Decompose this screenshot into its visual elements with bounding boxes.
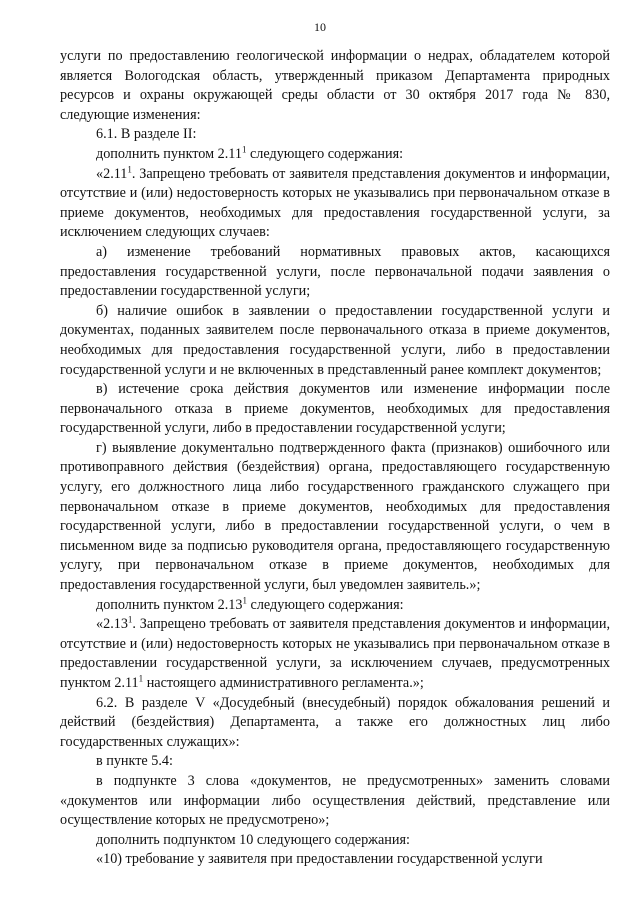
- paragraph-2-13-1-text: [60, 615, 610, 693]
- text: следующего содержания:: [246, 596, 404, 613]
- paragraph-intro: услуги по предоставлению геологической информации о недрах, обладателем которой является Вологодская область, утвержденный приказом Департамента природных ресурсов и охраны окружающей среды области от 30 октября 2017 года № 830, следующие изменения:: [60, 48, 610, 123]
- item-a: а) изменение требований нормативных правовых актов, касающихся предоставления государственной услуги, после первоначальной подачи заявления о предоставлении государственной услуги;: [60, 243, 610, 300]
- item-g: г) выявление документально подтвержденного факта (признаков) ошибочного или противоправного действия (бездействия) органа, предоставляющего государственную услугу, его должностного лица либо государственного гражданского служащего при первоначальном отказе в приеме документов, необходимых для предоставления государственной услуги, либо в предоставлении государственной услуги, о чем в письменном виде за подписью руководителя органа, предоставляющего государственную услугу, при первоначальном отказе в приеме документов, необходимых для предоставления государственной услуги, был уведомлен заявитель.»;: [60, 439, 610, 594]
- text: . Запрещено требовать от заявителя представления документов и информации, отсутствие и (или) недостоверность которых не указывались при первоначальном отказе в предоставлении государственной услуги, за исключением случаев, предусмотренных пунктом 2.11: [60, 616, 610, 691]
- paragraph-section-5: 6.2. В разделе V «Досудебный (внесудебный) порядок обжалования решений и действий (бездействия) Департамента, а также его должностных лиц либо государственных служащих»:: [60, 694, 610, 750]
- superscript: 1: [138, 673, 144, 684]
- paragraph-subpoint-3: в подпункте 3 слова «документов, не предусмотренных» заменить словами «документов или информации либо осуществления действий, представление или осуществление которых не предусмотрено»;: [60, 772, 610, 829]
- text: «2.13: [96, 616, 128, 633]
- item-v: в) истечение срока действия документов или изменение информации после первоначального отказа в приеме документов, необходимых для предоставления государственной услуги, либо в предоставлении государственной услуги;: [60, 381, 610, 437]
- document-body: [60, 47, 610, 870]
- text: настоящего административного регламента.»;: [143, 675, 424, 691]
- paragraph-point-5-4: в пункте 5.4:: [96, 753, 173, 770]
- text: дополнить пунктом 2.11: [96, 145, 242, 162]
- superscript: 1: [242, 594, 247, 605]
- page-number: 10: [314, 20, 326, 34]
- text: следующего содержания:: [246, 145, 404, 162]
- text: «2.11: [96, 165, 128, 182]
- paragraph-add-subpoint-10: дополнить подпунктом 10 следующего содержания:: [96, 831, 410, 848]
- item-b: б) наличие ошибок в заявлении о предоставлении государственной услуги и документах, поданных заявителем после первоначального отказа в приеме документов, необходимых для предоставления государственной услуги, либо в предоставлении государственной услуги и не включенных в представленный ранее комплект документов;: [60, 302, 610, 378]
- text: дополнить пунктом 2.13: [96, 596, 243, 613]
- superscript: 1: [127, 614, 133, 625]
- text: . Запрещено требовать от заявителя представления документов и информации, отсутствие и (или) недостоверность которых не указывались при первоначальном отказе в приеме документов, необходимых для предоставления государственной услуги, за исключением следующих случаев:: [60, 165, 610, 241]
- paragraph-subpoint-10-text: «10) требование у заявителя при предоставлении государственной услуги: [96, 851, 543, 868]
- superscript: 1: [241, 144, 247, 155]
- superscript: 1: [127, 163, 132, 174]
- paragraph-section-2: 6.1. В разделе II:: [96, 126, 197, 143]
- paragraph-2-11-1-text: [60, 165, 610, 243]
- paragraph-add-2-11-1: [60, 145, 610, 165]
- paragraph-add-2-13-1: [60, 596, 610, 616]
